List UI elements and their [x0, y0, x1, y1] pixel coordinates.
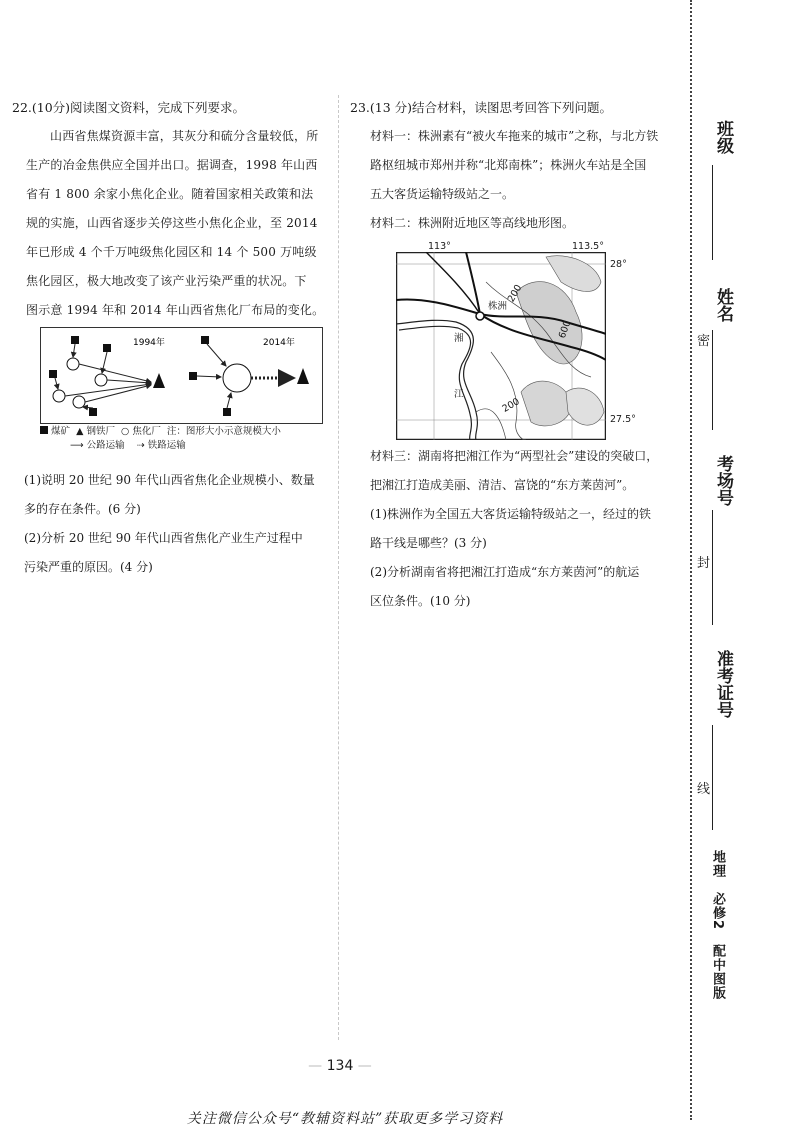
q22-line-3: 省有 1 800 余家小焦化企业。随着国家相关政策和法 — [26, 187, 314, 201]
coking-plant-icon — [53, 390, 65, 402]
legend-note: 注：图形大小示意规模大小 — [166, 426, 281, 437]
q23-sub1-line-1: (1)株洲作为全国五大客货运输特级站之一，经过的铁 — [370, 507, 652, 521]
binding-dotted-line — [690, 0, 692, 1120]
class-fill-line — [712, 165, 713, 260]
subject-label: 地理 必修2 配中图版 — [710, 850, 725, 1001]
year-1994-label: 1994年 — [133, 338, 165, 348]
q22-line-6: 焦化园区，极大地改变了该产业污染严重的状况。下 — [26, 274, 307, 288]
legend-steel-label: 钢铁厂 — [86, 426, 115, 437]
q23-title: 23.(13 分)结合材料，读图思考回答下列问题。 — [350, 100, 613, 115]
seal-xian: 线 — [697, 782, 711, 797]
contour-200b-label: 200 — [500, 396, 522, 415]
q22-line-7: 图示意 1994 年和 2014 年山西省焦化厂布局的变化。 — [26, 303, 325, 317]
river-label-2: 江 — [454, 389, 464, 400]
exam-room-label: 考场号 — [713, 455, 733, 506]
q23-m1-line-2: 路枢纽城市郑州并称“北郑南株”；株洲火车站是全国 — [370, 158, 647, 172]
ticket-number-label: 准考证号 — [713, 650, 733, 718]
city-marker-icon — [476, 312, 484, 320]
coking-plant-icon — [73, 396, 85, 408]
q22-line-2: 生产的冶金焦供应全国并出口。据调查，1998 年山西 — [26, 158, 318, 172]
q22-sub1-line-1: (1)说明 20 世纪 90 年代山西省焦化企业规模小、数量 — [24, 473, 315, 487]
lon-right-label: 113.5° — [572, 241, 604, 252]
q22-sub2-line-1: (2)分析 20 世纪 90 年代山西省焦化产业生产过程中 — [24, 531, 303, 545]
exam-room-fill-line — [712, 510, 713, 625]
seal-mi: 密 — [697, 334, 711, 349]
coal-mine-icon — [71, 336, 79, 344]
footer-notice: 关注微信公众号“教辅资料站”获取更多学习资料 — [186, 1111, 504, 1127]
city-label: 株洲 — [488, 301, 508, 312]
q22-subquestions — [24, 466, 334, 582]
coal-legend-icon — [40, 426, 48, 434]
coking-plant-icon — [223, 364, 251, 392]
q22-sub1-line-2: 多的存在条件。(6 分) — [24, 502, 141, 516]
contour-600-label: 600 — [556, 319, 574, 340]
coal-mine-icon — [189, 372, 197, 380]
coal-mine-icon — [201, 336, 209, 344]
name-fill-line — [712, 330, 713, 430]
legend-coal-label: 煤矿 — [51, 426, 71, 437]
coal-mine-icon — [89, 408, 97, 416]
q22-sub2-line-2: 污染严重的原因。(4 分) — [24, 560, 153, 574]
river-label-1: 湘 — [454, 333, 464, 344]
steel-plant-icon — [153, 373, 165, 388]
legend-coking-label: 焦化厂 — [132, 426, 161, 437]
q23-m2-line: 材料二：株洲附近地区等高线地形图。 — [370, 216, 575, 230]
steel-plant-icon — [297, 368, 309, 384]
road-arrow-icon: ⟶ — [70, 440, 84, 451]
q23-m3-line-2: 把湘江打造成美丽、清洁、富饶的“东方莱茵河”。 — [370, 478, 635, 492]
coking-legend-icon: ○ — [121, 426, 130, 437]
q22-line-1: 山西省焦煤资源丰富，其灰分和硫分含量较低，所 — [50, 129, 319, 143]
coal-mine-icon — [223, 408, 231, 416]
lat-bottom-label: 27.5° — [610, 414, 636, 425]
q22-paragraph — [26, 122, 334, 325]
q23-m1-line-3: 五大客货运输特级站之一。 — [370, 187, 515, 201]
q23-material-3 — [370, 442, 680, 616]
column-divider — [338, 95, 339, 1040]
q23-sub2-line-2: 区位条件。(10 分) — [370, 594, 471, 608]
contour-200-label: 200 — [505, 282, 525, 305]
contour-map-svg — [396, 252, 606, 440]
coking-diagram-svg — [41, 328, 322, 423]
legend-rail-label: 铁路运输 — [147, 440, 186, 451]
steel-legend-icon: ▲ — [76, 426, 84, 437]
lat-top-label: 28° — [610, 259, 627, 270]
rail-arrow-icon: ⇢ — [136, 440, 145, 451]
question-23 — [350, 93, 680, 238]
class-label: 班级 — [713, 120, 733, 154]
page-number-value: 134 — [326, 1058, 354, 1074]
coking-plant-icon — [95, 374, 107, 386]
q23-m1-line-1: 材料一：株洲素有“被火车拖来的城市”之称，与北方铁 — [370, 129, 659, 143]
q22-line-5: 年已形成 4 个千万吨级焦化园区和 14 个 500 万吨级 — [26, 245, 317, 259]
lon-left-label: 113° — [428, 241, 451, 252]
q22-line-4: 规的实施，山西省逐步关停这些小焦化企业，至 2014 — [26, 216, 318, 230]
coking-layout-diagram — [40, 327, 323, 424]
year-2014-label: 2014年 — [263, 338, 295, 348]
q23-m3-line-1: 材料三：湖南将把湘江作为“两型社会”建设的突破口， — [370, 449, 659, 463]
ticket-fill-line — [712, 725, 713, 830]
q22-title: 22.(10分)阅读图文资料，完成下列要求。 — [12, 100, 246, 115]
name-label: 姓名 — [713, 288, 733, 322]
coal-mine-icon — [49, 370, 57, 378]
coal-mine-icon — [103, 344, 111, 352]
diagram-legend — [40, 426, 340, 452]
seal-feng: 封 — [697, 556, 711, 571]
zhuzhou-contour-map — [396, 252, 606, 440]
coking-plant-icon — [67, 358, 79, 370]
legend-road-label: 公路运输 — [86, 440, 125, 451]
q23-sub1-line-2: 路干线是哪些？(3 分) — [370, 536, 487, 550]
q23-sub2-line-1: (2)分析湖南省将把湘江打造成“东方莱茵河”的航运 — [370, 565, 640, 579]
question-22 — [12, 93, 334, 325]
page-number: — 134 — — [308, 1058, 372, 1074]
